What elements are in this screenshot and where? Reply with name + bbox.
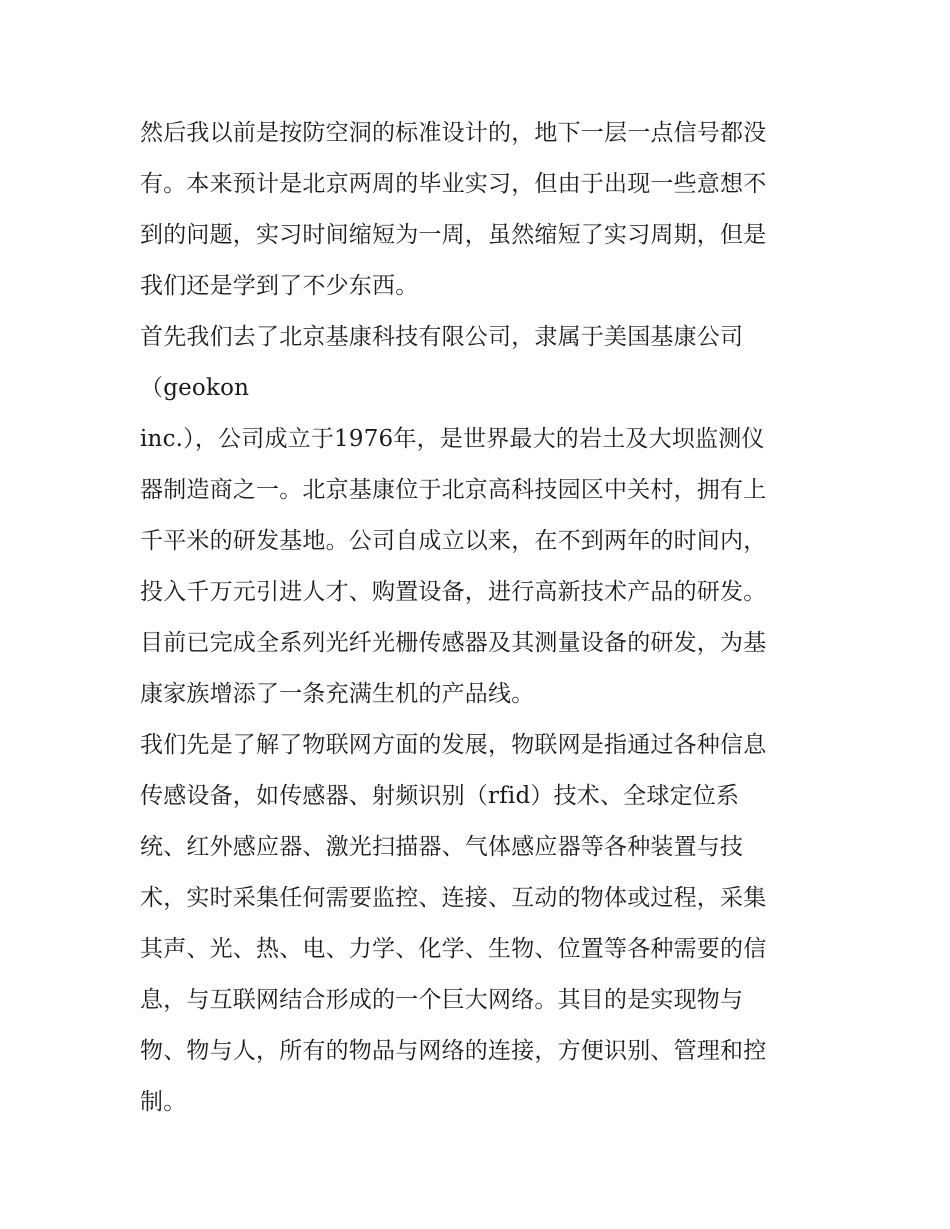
text-line: 物、物与人，所有的物品与网络的连接，方便识别、管理和控 (140, 1038, 767, 1064)
text-line: 投入千万元引进人才、购置设备，进行高新技术产品的研发。 (140, 579, 767, 605)
text-line: inc.），公司成立于1976年，是世界最大的岩土及大坝监测仪 (140, 426, 765, 452)
text-line: 千平米的研发基地。公司自成立以来，在不到两年的时间内， (140, 528, 767, 554)
text-line: 传感设备，如传感器、射频识别（rfid）技术、全球定位系 (140, 783, 740, 809)
text-line: 然后我以前是按防空洞的标准设计的，地下一层一点信号都没 (140, 120, 767, 146)
text-line: 器制造商之一。北京基康位于北京高科技园区中关村，拥有上 (140, 477, 767, 503)
text-line: （geokon (140, 375, 250, 401)
text-line: 有。本来预计是北京两周的毕业实习，但由于出现一些意想不 (140, 171, 767, 197)
text-line: 其声、光、热、电、力学、化学、生物、位置等各种需要的信 (140, 936, 767, 962)
text-line: 我们还是学到了不少东西。 (140, 273, 419, 299)
text-line: 康家族增添了一条充满生机的产品线。 (140, 681, 535, 707)
text-line: 我们先是了解了物联网方面的发展，物联网是指通过各种信息 (140, 732, 767, 758)
text-line: 目前已完成全系列光纤光栅传感器及其测量设备的研发，为基 (140, 630, 767, 656)
text-line: 到的问题，实习时间缩短为一周，虽然缩短了实习周期，但是 (140, 222, 767, 248)
text-line: 首先我们去了北京基康科技有限公司，隶属于美国基康公司 (140, 324, 744, 350)
body-text (140, 108, 812, 1128)
text-line: 术，实时采集任何需要监控、连接、互动的物体或过程，采集 (140, 885, 767, 911)
text-line: 息，与互联网结合形成的一个巨大网络。其目的是实现物与 (140, 987, 744, 1013)
text-line: 制。 (140, 1089, 187, 1115)
text-line: 统、红外感应器、激光扫描器、气体感应器等各种装置与技 (140, 834, 744, 860)
